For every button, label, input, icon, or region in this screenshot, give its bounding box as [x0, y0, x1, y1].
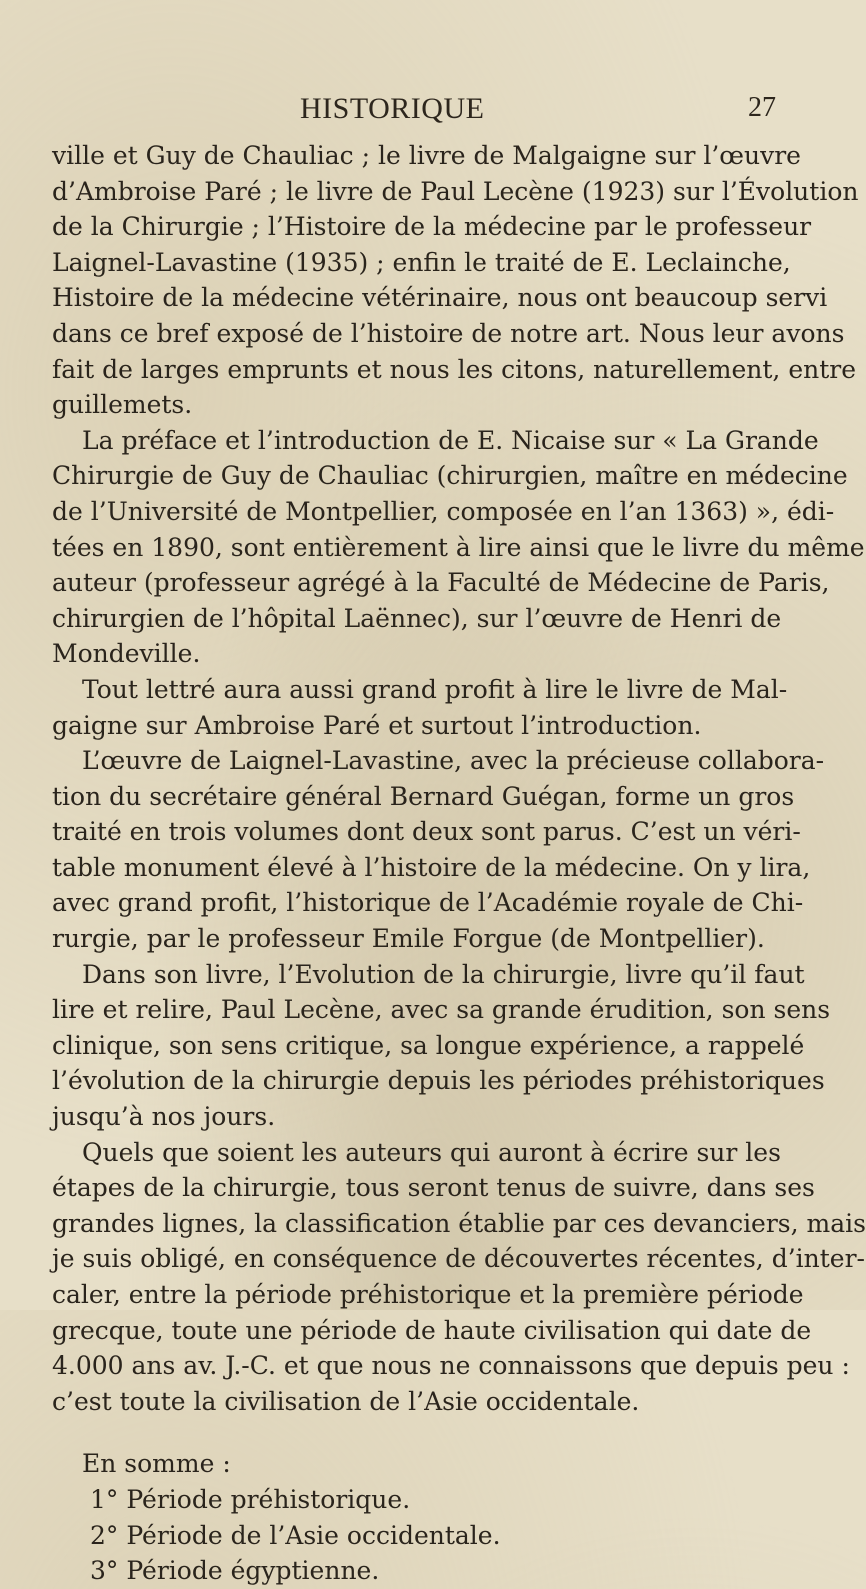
text-line: Dans son livre, l’Evolution de la chirurgie, livre qu’il faut — [82, 959, 805, 989]
text-line: d’Ambroise Paré ; le livre de Paul Lecène (1923) sur l’Évolution — [52, 176, 859, 206]
text-line: table monument élevé à l’histoire de la médecine. On y lira, — [52, 852, 811, 882]
text-line: jusqu’à nos jours. — [52, 1102, 276, 1132]
text-line: l’évolution de la chirurgie depuis les périodes préhistoriques — [52, 1066, 825, 1096]
text-line: Mondeville. — [52, 639, 201, 669]
text-line: Laignel-Lavastine (1935) ; enfin le traité de E. Leclainche, — [52, 247, 791, 277]
text-line: traité en trois volumes dont deux sont parus. C’est un véri- — [52, 817, 801, 847]
text-line: rurgie, par le professeur Emile Forgue (de Montpellier). — [52, 924, 765, 954]
text-line: grecque, toute une période de haute civilisation qui date de — [52, 1315, 812, 1345]
section-gap — [52, 1419, 750, 1446]
paragraph-sources — [52, 138, 859, 423]
running-title: HISTORIQUE — [300, 92, 485, 125]
paragraph-malgaigne — [52, 672, 788, 743]
text-line: grandes lignes, la classification établie par ces devanciers, mais — [52, 1208, 866, 1238]
text-line: Quels que soient les auteurs qui auront à écrire sur les — [82, 1137, 781, 1167]
list-item: 2° Période de l’Asie occidentale. — [90, 1520, 501, 1550]
text-line: Tout lettré aura aussi grand profit à lire le livre de Mal- — [82, 674, 788, 704]
text-line: tées en 1890, sont entièrement à lire ainsi que le livre du même — [52, 532, 865, 562]
text-line: dans ce bref exposé de l’histoire de notre art. Nous leur avons — [52, 318, 845, 348]
text-line: gaigne sur Ambroise Paré et surtout l’introduction. — [52, 710, 702, 740]
text-line: Histoire de la médecine vétérinaire, nous ont beaucoup servi — [52, 283, 828, 313]
text-line: fait de larges emprunts et nous les citons, naturellement, entre — [52, 354, 857, 384]
paragraph-nicaise — [52, 423, 865, 672]
paragraph-lecene — [52, 957, 831, 1135]
period-list — [52, 1446, 750, 1588]
running-head — [0, 92, 800, 132]
text-line: clinique, son sens critique, sa longue expérience, a rappelé — [52, 1030, 805, 1060]
list-item: 3° Période égyptienne. — [90, 1556, 380, 1586]
body-text — [52, 138, 866, 1589]
text-line: caler, entre la période préhistorique et la première période — [52, 1280, 804, 1309]
list-heading: En somme : — [82, 1449, 231, 1479]
text-line: auteur (professeur agrégé à la Faculté de Médecine de Paris, — [52, 568, 830, 598]
paragraph-classification — [52, 1135, 866, 1420]
text-line: je suis obligé, en conséquence de découvertes récentes, d’inter- — [52, 1244, 865, 1274]
text-line: guillemets. — [52, 390, 193, 420]
text-line: L’œuvre de Laignel-Lavastine, avec la précieuse collabora- — [82, 746, 825, 776]
text-line: chirurgien de l’hôpital Laënnec), sur l’œuvre de Henri de — [52, 603, 782, 633]
text-line: lire et relire, Paul Lecène, avec sa grande érudition, son sens — [52, 995, 831, 1025]
text-line: c’est toute la civilisation de l’Asie occidentale. — [52, 1386, 640, 1416]
page-number: 27 — [748, 92, 776, 123]
text-line: étapes de la chirurgie, tous seront tenus de suivre, dans ses — [52, 1173, 815, 1203]
list-item: 1° Période préhistorique. — [90, 1484, 411, 1514]
text-line: de l’Université de Montpellier, composée en l’an 1363) », édi- — [52, 496, 835, 526]
text-line: ville et Guy de Chauliac ; le livre de Malgaigne sur l’œuvre — [52, 141, 801, 170]
text-line: La préface et l’introduction de E. Nicaise sur « La Grande — [82, 425, 819, 455]
text-line: avec grand profit, l’historique de l’Académie royale de Chi- — [52, 888, 804, 918]
text-line: Chirurgie de Guy de Chauliac (chirurgien, maître en médecine — [52, 461, 848, 491]
text-line: 4.000 ans av. J.-C. et que nous ne connaissons que depuis peu : — [52, 1351, 850, 1381]
text-line: de la Chirurgie ; l’Histoire de la médecine par le professeur — [52, 212, 812, 242]
text-line: tion du secrétaire général Bernard Guégan, forme un gros — [52, 781, 795, 811]
paragraph-laignel-lavastine — [52, 743, 825, 957]
